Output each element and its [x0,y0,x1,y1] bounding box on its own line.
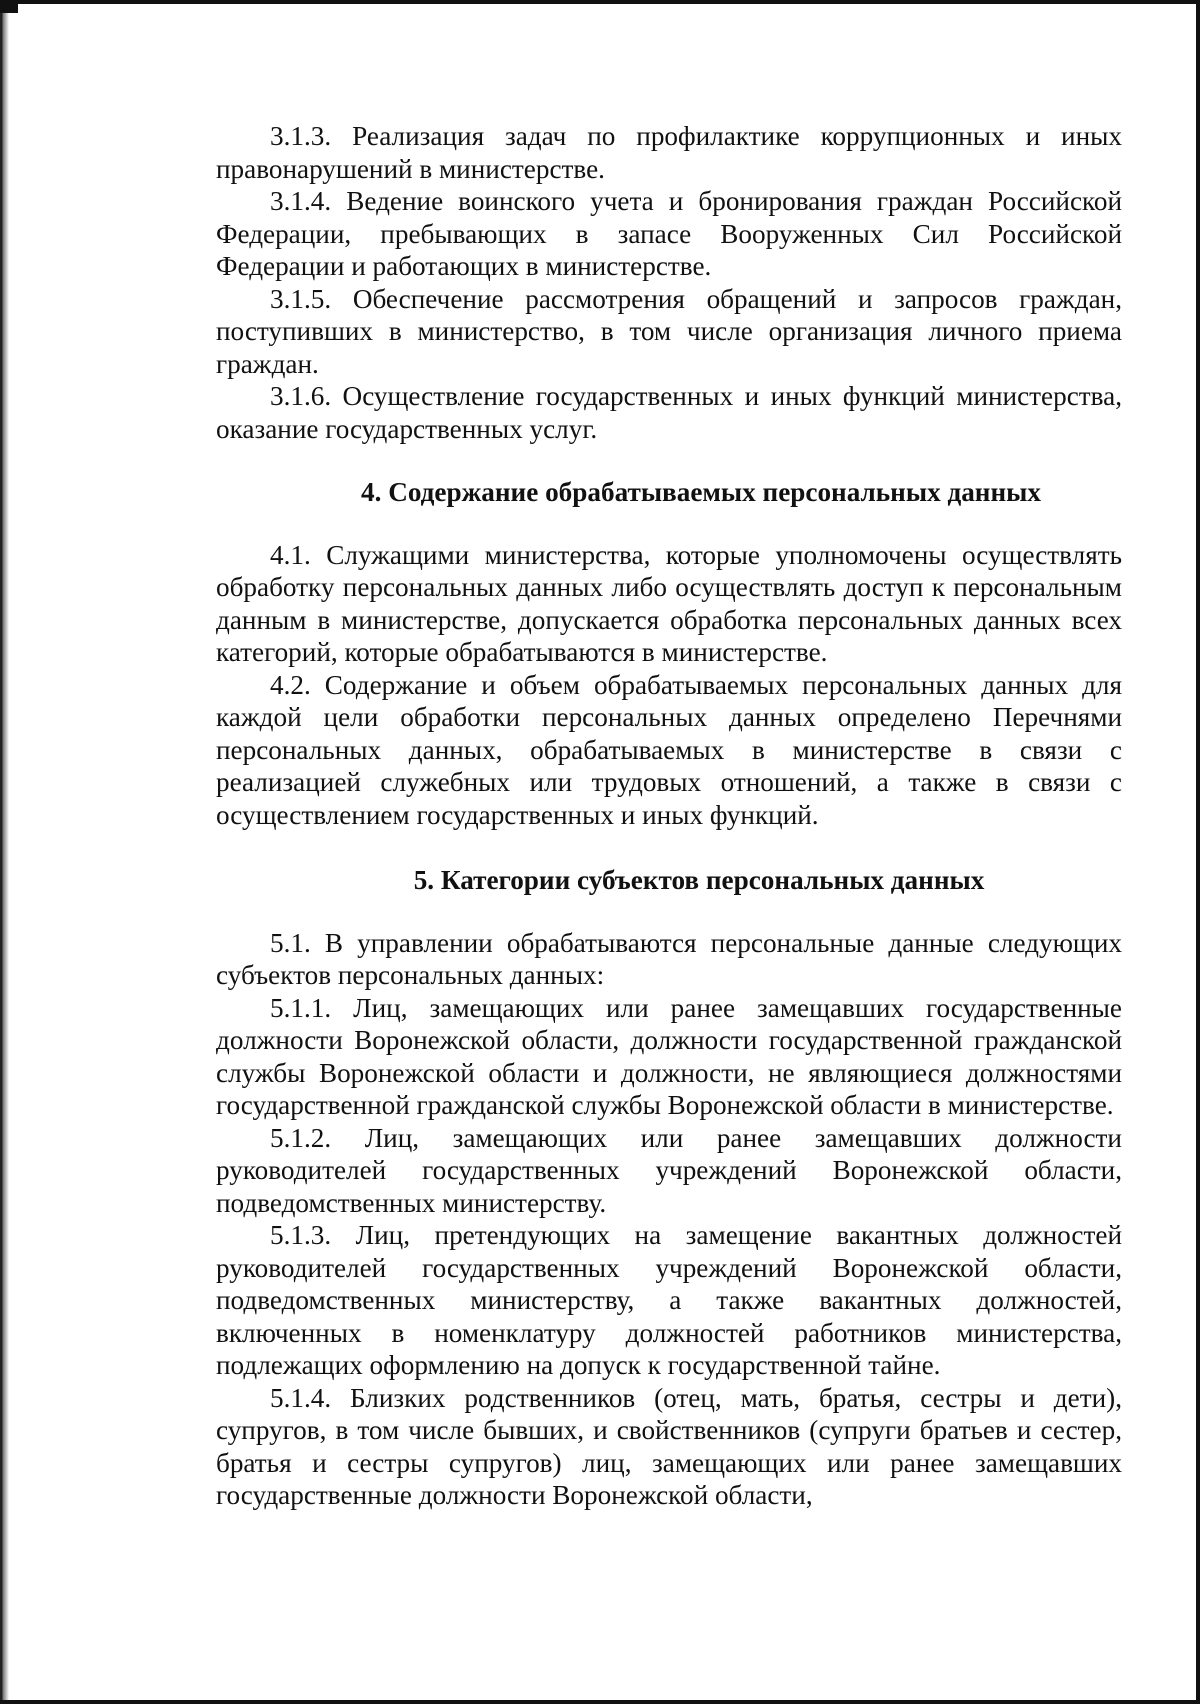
paragraph-4-1: 4.1. Служащими министерства, которые уполномочены осуществлять обработку персональных данных либо осуществлять доступ к персональным данным в министерстве, допускается обработка персональных данных всех категорий, которые обрабатываются в министерстве. [216,539,1122,667]
paragraph-4-2: 4.2. Содержание и объем обрабатываемых персональных данных для каждой цели обработки персональных данных определено Перечнями персональных данных, обрабатываемых в министерстве в связи с реализацией служебных или трудовых отношений, а также в связи с осуществлением государственных и иных функций. [216,669,1122,830]
paragraph-3-1-6: 3.1.6. Осуществление государственных и иных функций министерства, оказание государственных услуг. [216,381,1122,444]
paragraph-5-1-2: 5.1.2. Лиц, замещающих или ранее замещавших должности руководителей государственных учреждений Воронежской области, подведомственных министерству. [216,1122,1122,1218]
paragraph-5-1-3: 5.1.3. Лиц, претендующих на замещение вакантных должностей руководителей государственных учреждений Воронежской области, подведомственных министерству, а также вакантных должностей, включенных в номенклатуру должностей работников министерства, подлежащих оформлению на допуск к государственной тайне. [216,1220,1122,1380]
paragraph-5-1: 5.1. В управлении обрабатываются персональные данные следующих субъектов персональных данных: [216,927,1122,990]
paragraph-5-1-1: 5.1.1. Лиц, замещающих или ранее замещавших государственные должности Воронежской области, должности государственной гражданской службы Воронежской области и должности, не являющиеся должностями государственной гражданской службы Воронежской области в министерстве. [216,992,1122,1120]
section-4-heading: 4. Содержание обрабатываемых персональных данных [361,477,1041,507]
paragraph-3-1-5: 3.1.5. Обеспечение рассмотрения обращений и запросов граждан, поступивших в министерство, в том числе организация личного приема граждан. [216,283,1122,379]
document-body [216,120,1122,1512]
paragraph-3-1-3: 3.1.3. Реализация задач по профилактике коррупционных и иных правонарушений в министерстве. [216,121,1122,184]
scan-edge-mark [0,4,18,13]
section-5-heading: 5. Категории субъектов персональных данных [413,865,985,895]
paragraph-5-1-4: 5.1.4. Близких родственников (отец, мать, братья, сестры и дети), супругов, в том числе бывших, и свойственников (супруги братьев и сестер, братья и сестры супругов) лиц, замещающих или ранее замещавших государственные должности Воронежской области, [216,1382,1122,1510]
paragraph-3-1-4: 3.1.4. Ведение воинского учета и бронирования граждан Российской Федерации, пребывающих в запасе Вооруженных Сил Российской Федерации и работающих в министерстве. [216,186,1122,281]
